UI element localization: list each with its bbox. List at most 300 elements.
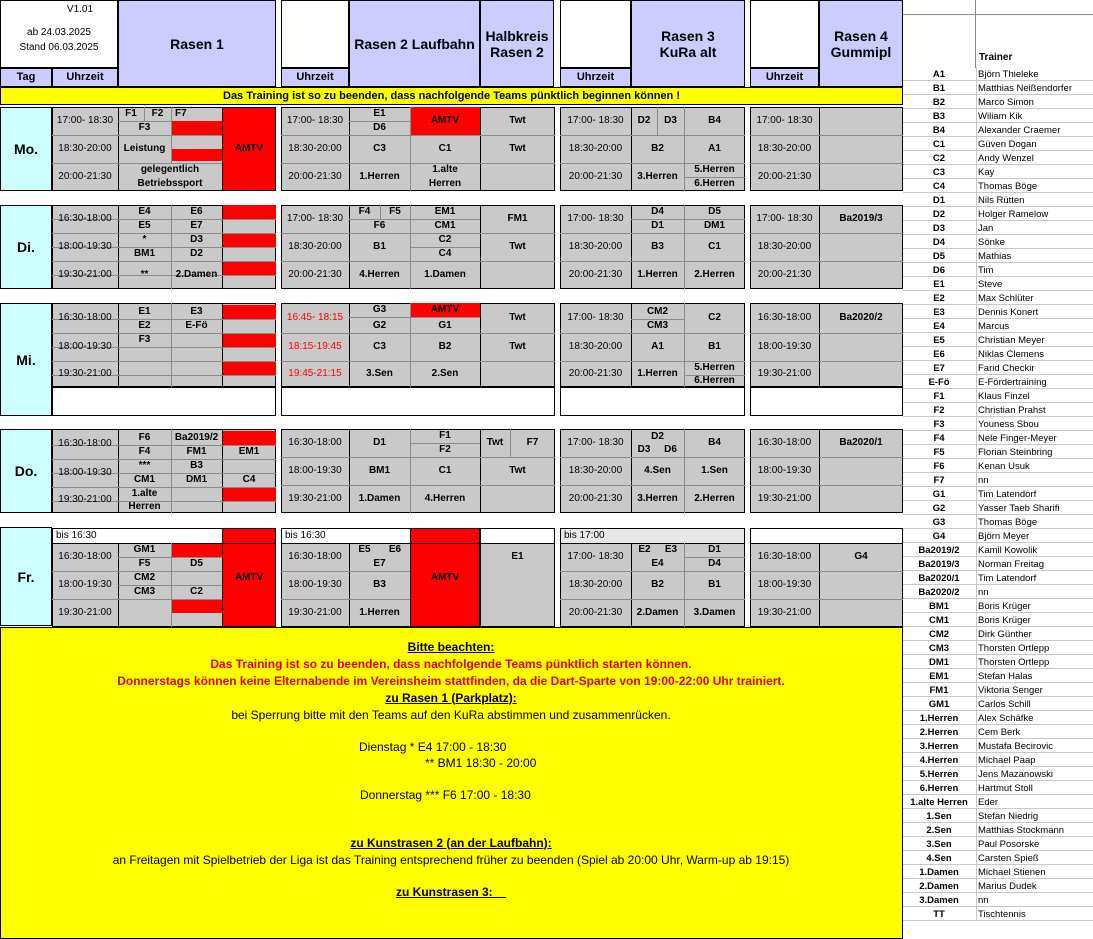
cell-mi-r4-ba2020-2: Ba2020/2 — [839, 312, 883, 323]
time-do-r4-1: 16:30-18:00 — [757, 437, 812, 448]
time-fr-r2-2: 18:00-19:30 — [288, 579, 342, 590]
cell-mo-r3-3herren: 3.Herren — [637, 171, 678, 182]
time-mo-r2-2: 18:30-20:00 — [288, 143, 342, 154]
time-di-r2-3: 20:00-21:30 — [288, 269, 342, 280]
cell-mi-r2-amtv: AMTV — [410, 303, 480, 317]
trainer-row — [903, 459, 1093, 473]
cell-mo-r2-d6: D6 — [373, 122, 386, 133]
trainer-code: F1 — [933, 390, 945, 402]
time-mo-r2-3: 20:00-21:30 — [288, 171, 342, 182]
trainer-row — [903, 585, 1093, 599]
time-mo-r2-1: 17:00- 18:30 — [286, 115, 344, 126]
cell-di-r1-e7: E7 — [190, 220, 203, 231]
time-mi-r3-1: 17:00- 18:30 — [567, 312, 624, 323]
cell-di-r1-e4: E4 — [138, 206, 151, 217]
trainer-name: Mustafa Becirovic — [978, 740, 1053, 752]
cell-di-r1-e6: E6 — [190, 206, 203, 217]
cell-di-r2-c2: C2 — [438, 234, 452, 245]
trainer-row — [903, 501, 1093, 515]
time-mi-r2-3: 19:45-21:15 — [288, 368, 342, 379]
trainer-row — [903, 711, 1093, 725]
cell-di-r3-d5: D5 — [708, 206, 721, 217]
cell-di-r3-d4: D4 — [651, 206, 664, 217]
cell-do-r1-alte2: Herren — [128, 501, 161, 512]
trainer-row — [903, 627, 1093, 641]
time-di-r3-2: 18:30-20:00 — [568, 241, 623, 252]
trainer-name: Matthias Neißendorfer — [978, 82, 1072, 94]
time-do-r3-3: 20:00-21:30 — [568, 493, 623, 504]
cell-di-r1-star2: ** — [140, 269, 149, 280]
cell-di-r2-em1: EM1 — [434, 206, 456, 217]
trainer-name: Christian Meyer — [978, 334, 1045, 346]
trainer-name: Björn Meyer — [978, 530, 1030, 542]
time-di-r1-3: 19:30-21:00 — [58, 269, 112, 280]
trainer-row — [903, 557, 1093, 571]
cell-do-r1-fm1: FM1 — [186, 446, 207, 457]
time-di-r4-2: 18:30-20:00 — [757, 241, 812, 252]
trainer-row — [903, 333, 1093, 347]
time-di-r1-2: 18:00-19:30 — [58, 241, 112, 252]
time-di-r3-3: 20:00-21:30 — [568, 269, 623, 280]
trainer-code: D6 — [932, 264, 946, 276]
time-fr-r4-2: 18:00-19:30 — [757, 579, 812, 590]
cell-mi-r1-f3: F3 — [138, 334, 151, 345]
cell-di-r2-4herren: 4.Herren — [359, 269, 400, 280]
trainer-code: F3 — [933, 418, 945, 430]
trainer-code: G1 — [932, 488, 946, 500]
time-mo-r4-1: 17:00- 18:30 — [756, 115, 813, 126]
rasen4-header: Rasen 4 Gummipl — [819, 0, 903, 87]
trainer-code: G4 — [932, 530, 946, 542]
trainer-name: Boris Krüger — [978, 614, 1031, 626]
time-do-r1-3: 19:30-21:00 — [58, 494, 112, 505]
trainer-row — [903, 417, 1093, 431]
trainer-row — [903, 865, 1093, 879]
trainer-name: Andy Wenzel — [978, 152, 1034, 164]
trainer-row — [903, 319, 1093, 333]
trainer-code: 4.Sen — [926, 852, 952, 864]
cell-mi-r3-b1: B1 — [708, 341, 721, 352]
trainer-code: 2.Damen — [919, 880, 959, 892]
trainer-row — [903, 669, 1093, 683]
notes-kr2-text: an Freitagen mit Spielbetrieb der Liga ist das Training entsprechend früher zu beenden (Spiel ab 20:00 Uhr, Warm-up ab 19:15) — [112, 852, 790, 867]
trainer-name: Farid Checkir — [978, 362, 1035, 374]
time-mo-r3-1: 17:00- 18:30 — [567, 115, 624, 126]
trainer-code: E6 — [933, 348, 945, 360]
cell-di-r4-ba2019-3: Ba2019/3 — [839, 213, 883, 224]
cell-mi-r2-c3: C3 — [373, 341, 386, 352]
cell-mo-r2-alte1: 1.alte — [432, 164, 458, 175]
time-di-r4-3: 20:00-21:30 — [757, 269, 812, 280]
cell-mo-r2-c3: C3 — [373, 143, 386, 154]
cell-di-hk-twt: Twt — [509, 241, 526, 252]
trainer-code: TT — [933, 908, 945, 920]
cell-di-r3-d1: D1 — [651, 220, 664, 231]
trainer-name: Max Schlüter — [978, 292, 1034, 304]
cell-mo-r3-d2: D2 — [637, 115, 651, 126]
time-mi-r4-1: 16:30-18:00 — [757, 312, 812, 323]
notes-line-1: Dienstag * E4 17:00 - 18:30 — [359, 739, 507, 754]
cell-do-hk-f7: F7 — [526, 437, 539, 448]
trainer-row — [903, 263, 1093, 277]
trainer-row — [903, 613, 1093, 627]
cell-di-r3-c1: C1 — [708, 241, 721, 252]
notes-kr3-title: zu Kunstrasen 3: — [395, 884, 507, 899]
trainer-name: Jens Mazanowski — [978, 768, 1053, 780]
cell-mi-r2-2sen: 2.Sen — [431, 368, 459, 379]
time-mo-r1-3: 20:00-21:30 — [58, 171, 112, 182]
cell-mi-r3-c2: C2 — [708, 312, 721, 323]
cell-di-r3-1herren: 1.Herren — [637, 269, 678, 280]
cell-di-r1-star1: * — [142, 234, 147, 245]
cell-mo-r3-a1: A1 — [708, 143, 721, 154]
trainer-name: Thomas Böge — [978, 180, 1038, 192]
version-label: V1.01 — [66, 4, 94, 15]
trainer-code: EM1 — [929, 670, 949, 682]
trainer-row — [903, 403, 1093, 417]
trainer-code: F6 — [933, 460, 945, 472]
trainer-code: F4 — [933, 432, 945, 444]
trainer-code: 5.Herren — [919, 768, 959, 780]
trainer-code: 3.Sen — [926, 838, 952, 850]
time-mo-r4-2: 18:30-20:00 — [757, 143, 812, 154]
trainer-row — [903, 81, 1093, 95]
cell-mo-r2-alte2: Herren — [428, 178, 462, 189]
cell-do-r1-ba2019-2: Ba2019/2 — [174, 432, 219, 443]
cell-mi-hk-twt2: Twt — [509, 341, 526, 352]
trainer-code: Ba2019/3 — [918, 558, 960, 570]
cell-fr-r2-e5: E5 — [358, 544, 371, 555]
cell-mo-hk-twt2: Twt — [509, 143, 526, 154]
time-fr-r3-0: bis 17:00 — [564, 530, 605, 541]
time-fr-r3-1: 17:00- 18:30 — [567, 551, 624, 562]
notes-line-3: Donnerstag *** F6 17:00 - 18:30 — [360, 787, 531, 802]
trainer-name: nn — [978, 474, 989, 486]
cell-fr-r3-3damen: 3.Damen — [693, 607, 736, 618]
trainer-name: Kenan Usuk — [978, 460, 1030, 472]
trainer-name: Niklas Clemens — [978, 348, 1044, 360]
cell-di-r2-b1: B1 — [373, 241, 386, 252]
time-mi-r4-2: 18:00-19:30 — [757, 341, 812, 352]
time-di-r3-1: 17:00- 18:30 — [567, 213, 624, 224]
trainer-code: E5 — [933, 334, 945, 346]
trainer-code: B4 — [932, 124, 946, 136]
cell-mo-r1-leistung: Leistung — [123, 143, 166, 154]
rasen1-header: Rasen 1 — [118, 0, 276, 87]
time-di-r4-1: 17:00- 18:30 — [756, 213, 813, 224]
halbkreis-header: Halbkreis Rasen 2 — [480, 0, 554, 87]
trainer-name: Jan — [978, 222, 994, 234]
uhrzeit-header-3: Uhrzeit — [560, 68, 631, 87]
cell-do-r2-f2: F2 — [439, 444, 451, 455]
trainer-code: CM3 — [928, 642, 950, 654]
trainer-name: Alexander Craemer — [978, 124, 1061, 136]
cell-mi-r3-5herren: 5.Herren — [694, 362, 735, 373]
uhrzeit-header-4: Uhrzeit — [750, 68, 819, 87]
cell-di-r1-bm1: BM1 — [133, 248, 156, 259]
trainer-code: D5 — [932, 250, 946, 262]
time-do-r1-2: 18:00-19:30 — [58, 467, 112, 478]
trainer-row — [903, 291, 1093, 305]
cell-do-r3-1sen: 1.Sen — [701, 465, 728, 476]
cell-mi-r3-a1: A1 — [651, 341, 664, 352]
time-fr-r1-3: 19:30-21:00 — [58, 607, 112, 618]
trainer-code: 3.Damen — [919, 894, 959, 906]
time-do-r4-2: 18:00-19:30 — [757, 465, 812, 476]
cell-mi-r2-b2: B2 — [438, 341, 452, 352]
cell-di-r2-f6: F6 — [373, 220, 386, 231]
trainer-row — [903, 795, 1093, 809]
cell-do-r1-dm1: DM1 — [185, 474, 208, 485]
trainer-code: C2 — [932, 152, 946, 164]
time-fr-r1-0: bis 16:30 — [56, 530, 97, 541]
cell-di-r2-cm1: CM1 — [434, 220, 456, 231]
trainer-name: Kamil Kowolik — [978, 544, 1038, 556]
time-fr-r3-2: 18:30-20:00 — [568, 579, 623, 590]
trainer-name: Carlos Schill — [978, 698, 1031, 710]
time-mi-r4-3: 19:30-21:00 — [757, 368, 812, 379]
cell-do-r1-c4: C4 — [242, 474, 256, 485]
trainer-row — [903, 697, 1093, 711]
cell-do-r2-4herren: 4.Herren — [424, 493, 466, 504]
cell-do-r3-4sen: 4.Sen — [644, 465, 671, 476]
trainer-name: Norman Freitag — [978, 558, 1044, 570]
trainer-row — [903, 599, 1093, 613]
cell-fr-r1-cm2: CM2 — [133, 572, 156, 583]
cell-do-r4-ba2020-1: Ba2020/1 — [839, 437, 883, 448]
rasen3-header: Rasen 3 KuRa alt — [631, 0, 745, 87]
tag-header: Tag — [0, 68, 52, 87]
trainer-name: Alex Schäfke — [978, 712, 1034, 724]
uhrzeit-header-1: Uhrzeit — [52, 68, 118, 87]
trainer-name: Yasser Taeb Sharifi — [978, 502, 1060, 514]
trainer-name: Christian Prahst — [978, 404, 1046, 416]
time-fr-r4-1: 16:30-18:00 — [757, 551, 812, 562]
cell-mo-r1-f2: F2 — [151, 108, 164, 119]
trainer-name: Mathias — [978, 250, 1012, 262]
time-fr-r3-3: 20:00-21:30 — [568, 607, 623, 618]
trainer-code: CM1 — [928, 614, 950, 626]
trainer-header: Trainer — [979, 52, 1013, 63]
cell-mo-r2-amtv: AMTV — [410, 107, 480, 135]
trainer-name: Viktoria Senger — [978, 684, 1043, 696]
cell-do-r1-f6: F6 — [138, 432, 151, 443]
time-mi-r1-1: 16:30-18:00 — [58, 312, 112, 323]
cell-do-r3-d2: D2 — [651, 431, 664, 442]
trainer-code: D1 — [932, 194, 946, 206]
trainer-row — [903, 207, 1093, 221]
trainer-row — [903, 683, 1093, 697]
cell-mo-r3-b4: B4 — [708, 115, 721, 126]
trainer-row — [903, 655, 1093, 669]
rasen2-header: Rasen 2 Laufbahn — [349, 0, 480, 87]
cell-do-r1-star3: *** — [138, 460, 151, 471]
trainer-row — [903, 473, 1093, 487]
trainer-name: Michael Paap — [978, 754, 1036, 766]
cell-fr-r1-d5: D5 — [190, 558, 203, 569]
cell-mi-r3-6herren: 6.Herren — [694, 375, 735, 386]
trainer-code: C4 — [932, 180, 946, 192]
cell-fr-r4-g4: G4 — [854, 551, 868, 562]
trainer-row — [903, 109, 1093, 123]
trainer-name: nn — [978, 586, 989, 598]
trainer-code: E4 — [933, 320, 945, 332]
cell-do-r1-b3: B3 — [190, 460, 203, 471]
trainer-name: Marco Simon — [978, 96, 1034, 108]
notes-kr2-title: zu Kunstrasen 2 (an der Laufbahn): — [350, 835, 552, 850]
trainer-name: Kay — [978, 166, 995, 178]
time-mi-r1-2: 18:00-19:30 — [58, 341, 112, 352]
trainer-row — [903, 529, 1093, 543]
cell-fr-r2-e7: E7 — [373, 558, 386, 569]
trainer-row — [903, 123, 1093, 137]
trainer-code: E3 — [933, 306, 945, 318]
cell-mo-r1-f1: F1 — [125, 108, 137, 119]
trainer-name: Tim Latendorf — [978, 488, 1037, 500]
time-mi-r1-3: 19:30-21:00 — [58, 368, 112, 379]
cell-mo-r3-d3: D3 — [664, 115, 677, 126]
trainer-code: E2 — [933, 292, 945, 304]
trainer-code: F7 — [933, 474, 945, 486]
cell-di-r3-2herren: 2.Herren — [694, 269, 735, 280]
trainer-row — [903, 193, 1093, 207]
cell-fr-r2-amtv: AMTV — [410, 528, 480, 627]
cell-do-r1-em1: EM1 — [238, 446, 260, 457]
cell-di-r1-2damen: 2.Damen — [175, 269, 218, 280]
cell-di-r1-d2: D2 — [190, 248, 203, 259]
time-do-r2-3: 19:30-21:00 — [288, 493, 342, 504]
time-mo-r1-1: 17:00- 18:30 — [56, 115, 114, 126]
trainer-row — [903, 235, 1093, 249]
trainer-row — [903, 487, 1093, 501]
trainer-name: Tischtennis — [978, 908, 1026, 920]
trainer-row — [903, 571, 1093, 585]
trainer-name: Hartmut Stoll — [978, 782, 1033, 794]
time-mo-r4-3: 20:00-21:30 — [757, 171, 812, 182]
trainer-row — [903, 725, 1093, 739]
time-di-r1-1: 16:30-18:00 — [58, 213, 112, 224]
cell-fr-r2-e6: E6 — [388, 544, 402, 555]
cell-mi-r2-3sen: 3.Sen — [366, 368, 393, 379]
cell-do-hk-twt1: Twt — [486, 437, 504, 448]
trainer-code: E-Fö — [928, 376, 950, 388]
trainer-code: DM1 — [928, 656, 950, 668]
day-wednesday: Mi. — [0, 303, 52, 416]
trainer-row — [903, 375, 1093, 389]
time-fr-r1-2: 18:00-19:30 — [58, 579, 112, 590]
time-mo-r3-3: 20:00-21:30 — [568, 171, 623, 182]
trainer-code: CM2 — [928, 628, 950, 640]
cell-do-r2-d1: D1 — [373, 437, 386, 448]
trainer-code: F5 — [933, 446, 945, 458]
time-mi-r2-1: 16:45- 18:15 — [286, 312, 344, 323]
trainer-name: Thorsten Ortlepp — [978, 642, 1050, 654]
time-fr-r1-1: 16:30-18:00 — [58, 551, 112, 562]
trainer-name: Sönke — [978, 236, 1005, 248]
cell-do-r3-d3: D3 — [637, 444, 651, 455]
trainer-code: 3.Herren — [919, 740, 959, 752]
cell-fr-r3-d4: D4 — [708, 558, 721, 569]
trainer-row — [903, 893, 1093, 907]
trainer-code: F2 — [933, 404, 945, 416]
cell-mo-r2-1herren: 1.Herren — [359, 171, 400, 182]
cell-di-r3-b3: B3 — [651, 241, 664, 252]
cell-di-r1-e5: E5 — [138, 220, 151, 231]
trainer-code: C1 — [932, 138, 946, 150]
trainer-name: Thomas Böge — [978, 516, 1038, 528]
time-mi-r3-2: 18:30-20:00 — [568, 341, 623, 352]
cell-do-r1-cm1: CM1 — [133, 474, 156, 485]
trainer-row — [903, 95, 1093, 109]
cell-mi-r1-e1: E1 — [138, 306, 151, 317]
trainer-row — [903, 389, 1093, 403]
cell-mi-r2-g2: G2 — [372, 319, 387, 331]
trainer-code: 2.Sen — [926, 824, 952, 836]
cell-mo-r1-betrieb1: gelegentlich — [140, 164, 200, 175]
trainer-row — [903, 249, 1093, 263]
trainer-name: Eder — [978, 796, 999, 808]
cell-mi-hk-twt1: Twt — [509, 312, 526, 323]
trainer-name: Holger Ramelow — [978, 208, 1049, 220]
trainer-row — [903, 823, 1093, 837]
trainer-code: E1 — [933, 278, 945, 290]
trainer-name: Marcus — [978, 320, 1010, 332]
trainer-name: Stefan Halas — [978, 670, 1033, 682]
time-di-r2-1: 17:00- 18:30 — [286, 213, 344, 224]
time-do-r2-2: 18:00-19:30 — [288, 465, 342, 476]
day-tuesday: Di. — [0, 205, 52, 289]
trainer-name: Güven Dogan — [978, 138, 1037, 150]
cell-mi-r1-efoe: E-Fö — [185, 320, 208, 331]
cell-mi-r1-e3: E3 — [190, 306, 203, 317]
cell-di-r1-d3: D3 — [190, 234, 203, 245]
trainer-name: Florian Steinbring — [978, 446, 1053, 458]
time-do-r3-1: 17:00- 18:30 — [567, 437, 624, 448]
trainer-name: Nele Finger-Meyer — [978, 432, 1057, 444]
cell-di-r2-f4: F4 — [358, 206, 371, 217]
cell-di-r2-c4: C4 — [438, 248, 452, 259]
trainer-row — [903, 67, 1093, 81]
trainer-code: D3 — [932, 222, 946, 234]
status-date-label: Stand 06.03.2025 — [19, 42, 99, 53]
trainer-code: GM1 — [928, 698, 950, 710]
trainer-name: Michael Stienen — [978, 866, 1046, 878]
time-mi-r3-3: 20:00-21:30 — [568, 368, 623, 379]
trainer-name: Steve — [978, 278, 1003, 290]
cell-mi-r2-g1: G1 — [438, 319, 452, 331]
cell-fr-hk-e1: E1 — [511, 551, 524, 562]
trainer-name: Nils Rütten — [978, 194, 1025, 206]
trainer-name: Boris Krüger — [978, 600, 1031, 612]
trainer-code: D2 — [932, 208, 946, 220]
cell-do-hk-twt2: Twt — [509, 465, 526, 476]
notes-red-1: Das Training ist so zu beenden, dass nachfolgende Teams pünktlich starten können. — [210, 656, 692, 671]
trainer-row — [903, 641, 1093, 655]
cell-fr-r3-2damen: 2.Damen — [636, 607, 679, 618]
trainer-code: 1.Herren — [919, 712, 959, 724]
trainer-row — [903, 179, 1093, 193]
trainer-code: 1.Sen — [926, 810, 952, 822]
time-fr-r2-0: bis 16:30 — [285, 530, 326, 541]
cell-do-r2-1damen: 1.Damen — [358, 493, 401, 504]
time-fr-r2-3: 19:30-21:00 — [288, 607, 342, 618]
trainer-code: D4 — [932, 236, 946, 248]
trainer-row — [903, 515, 1093, 529]
trainer-name: Thorsten Ortlepp — [978, 656, 1050, 668]
trainer-row — [903, 277, 1093, 291]
cell-di-hk-fm1: FM1 — [507, 213, 528, 224]
cell-do-r3-3herren: 3.Herren — [637, 493, 678, 504]
